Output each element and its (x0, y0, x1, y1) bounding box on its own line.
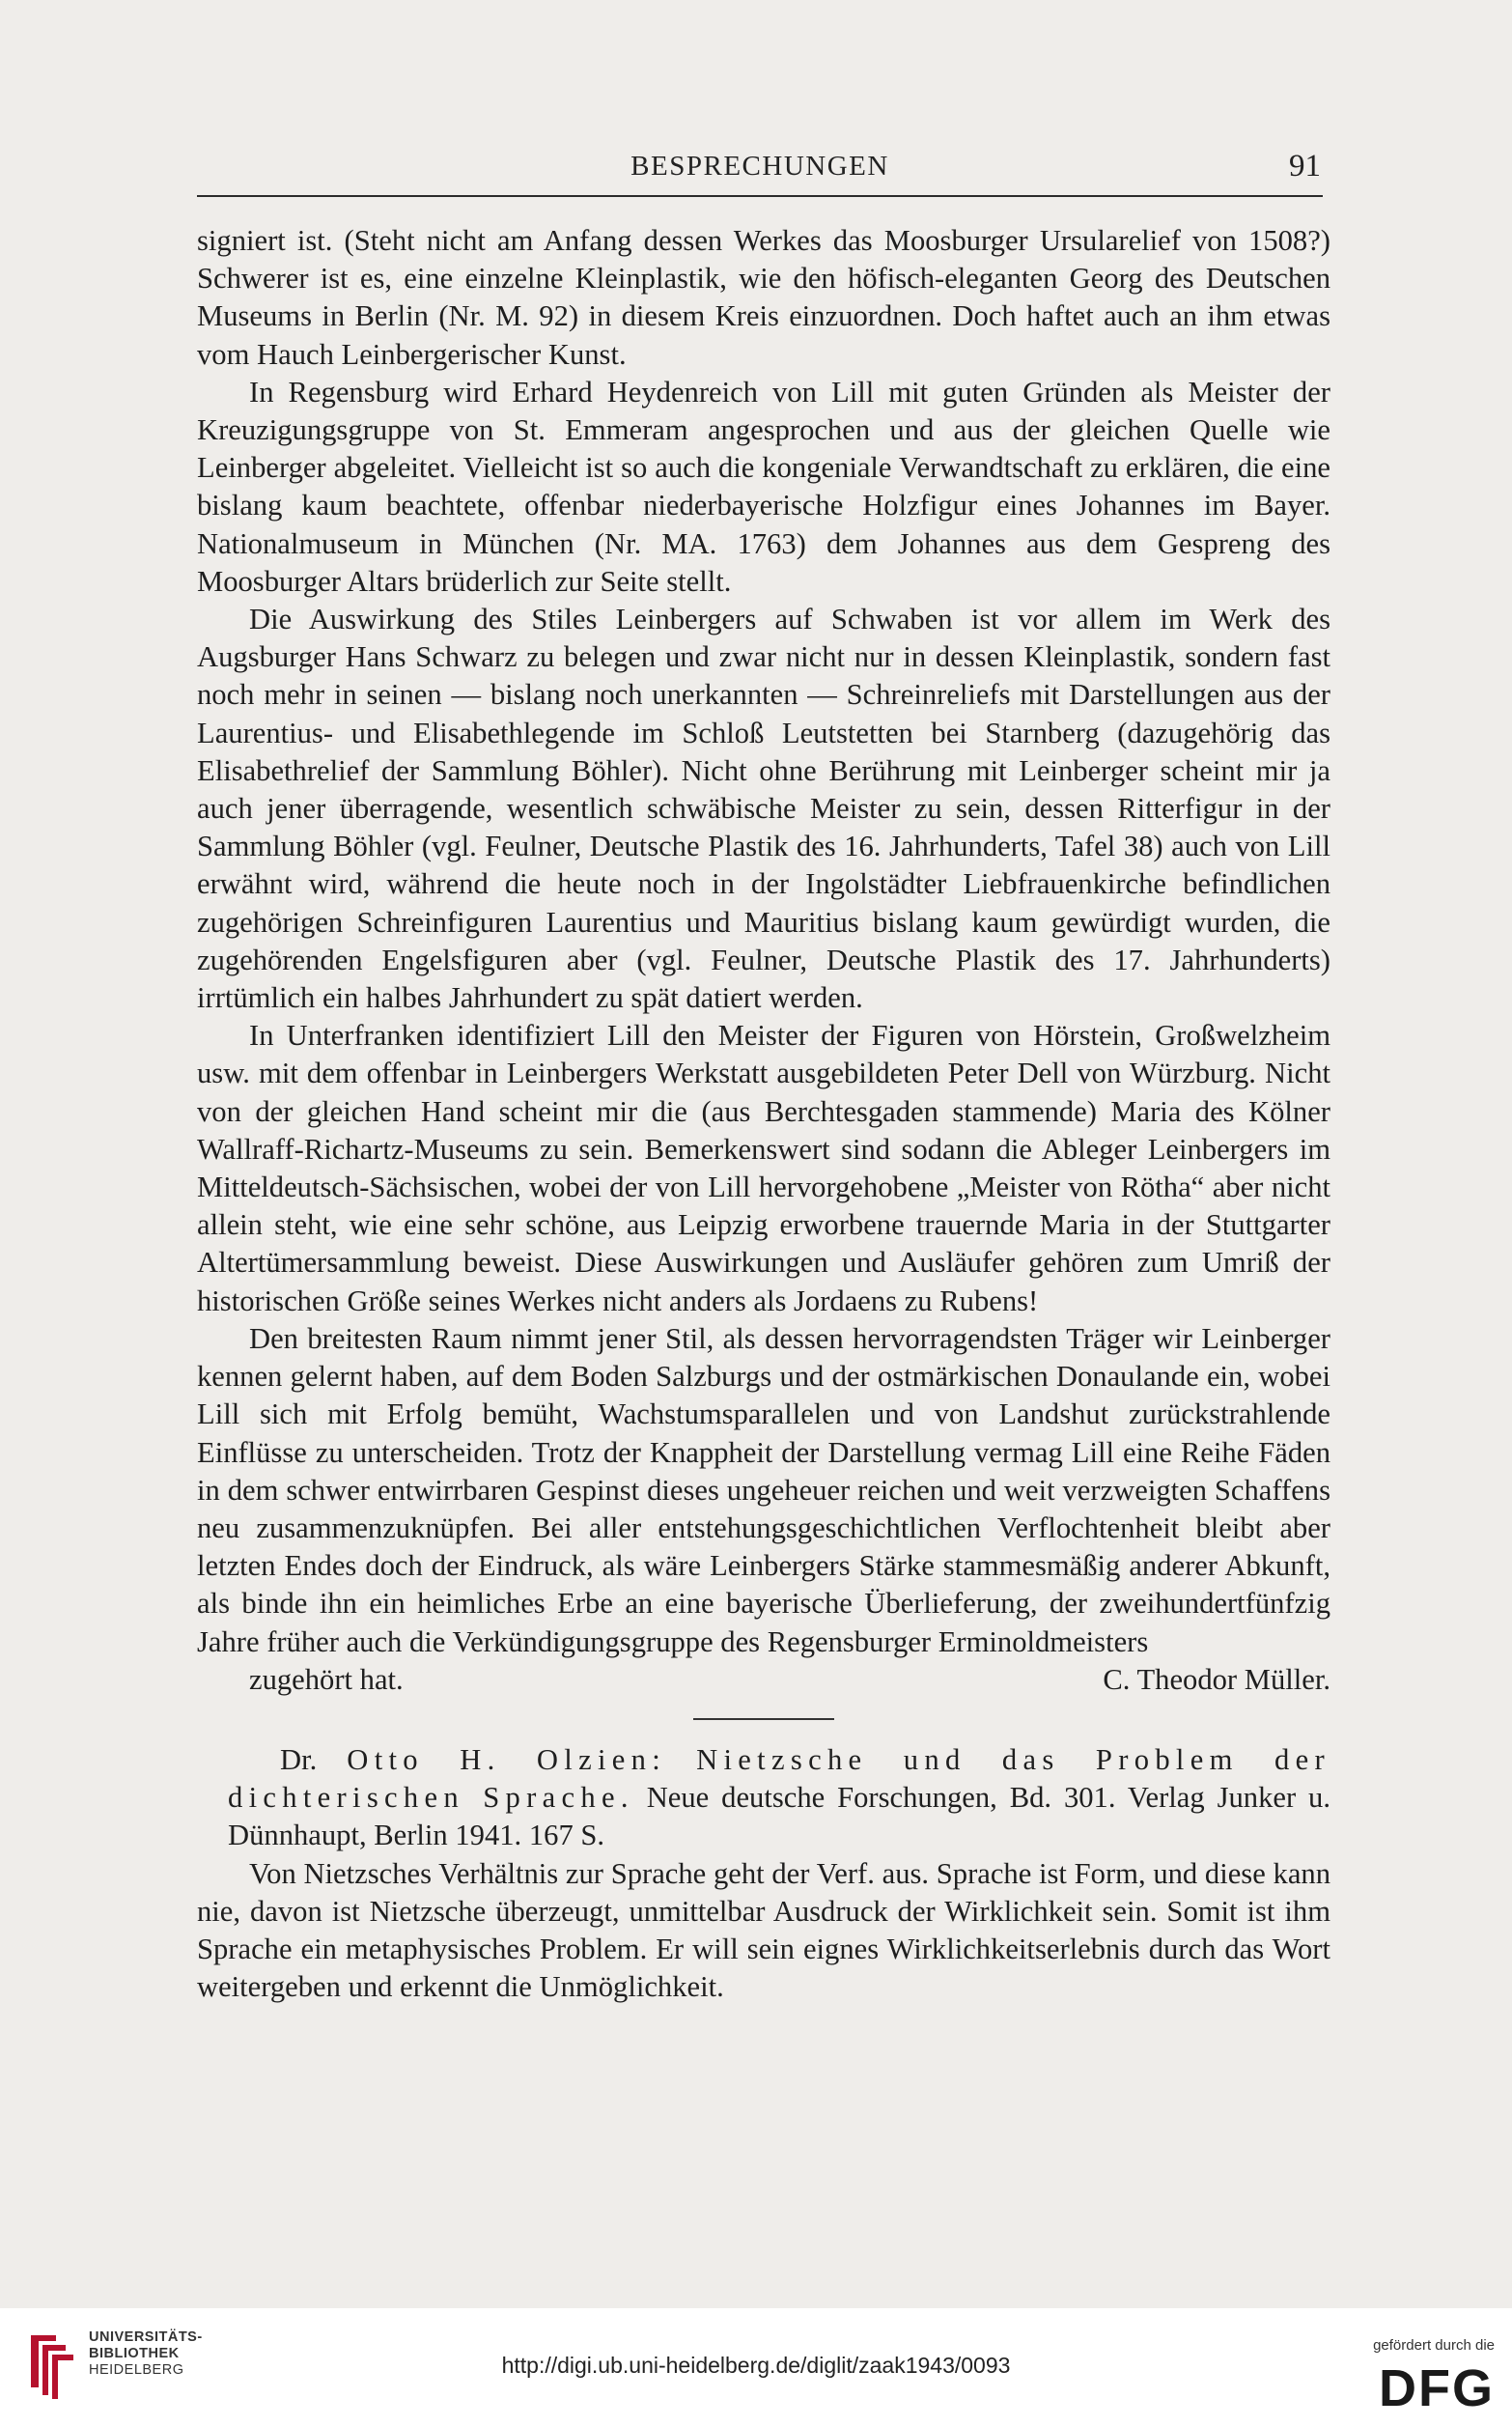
body-text (197, 222, 1330, 2006)
review-body (197, 1855, 1330, 2007)
citation-author: Otto H. Olzien: (347, 1742, 667, 1776)
paragraph: In Unterfranken identifiziert Lill den Meister der Figuren von Hörstein, Großwelzheim usw. mit dem offenbar in Leinbergers Werkstatt ausgebildeten Peter Dell von Würzburg. Nicht von der gleichen Hand scheint mir die (aus Berchtesgaden stammende) Maria des Kölner Wallraff-Richartz-Museums zu sein. Bemerkenswert sind sodann die Ableger Leinbergers im Mitteldeutsch-Sächsischen, wobei der von Lill hervorgehobene „Meister von Rötha“ aber nicht allein steht, wie eine sehr schöne, aus Leipzig erworbene trauernde Maria in der Stuttgarter Altertümersammlung beweist. Diese Auswirkungen und Ausläufer gehören zum Umriß der historischen Größe seines Werkes nicht anders als Jordaens zu Rubens! (197, 1019, 1330, 1317)
paragraph: Von Nietzsches Verhältnis zur Sprache geht der Verf. aus. Sprache ist Form, und diese kann nie, davon ist Nietzsche überzeugt, unmittelbar Ausdruck der Wirklichkeit sein. Somit ist ihm Sprache ein metaphysisches Problem. Er will sein eignes Wirklichkeitserlebnis durch das Wort weitergeben und erkennt die Unmöglichkeit. (197, 1856, 1330, 2004)
closing-line: zugehört hat. (249, 1662, 404, 1696)
funder-label: gefördert durch die (1373, 2337, 1495, 2354)
section-divider (693, 1718, 834, 1720)
signature-line (197, 1661, 1330, 1699)
running-head (197, 149, 1323, 197)
permalink-url[interactable]: http://digi.ub.uni-heidelberg.de/diglit/zaak1943/0093 (501, 2353, 1011, 2378)
citation-prefix: Dr. (280, 1742, 348, 1776)
review-author: C. Theodor Müller. (1103, 1662, 1330, 1696)
citation-details: Neue deutsche Forschungen, Bd. 301. Verlag Junker u. Dünnhaupt, Berlin 1941. 167 S. (228, 1781, 1330, 1852)
running-title: BESPRECHUNGEN (630, 151, 889, 182)
library-name: UNIVERSITÄTS- BIBLIOTHEK HEIDELBERG (89, 2329, 203, 2378)
paragraph: Den breitesten Raum nimmt jener Stil, als dessen hervorragendsten Träger wir Leinberger kennen gelernt haben, auf dem Boden Salzburgs und der ostmärkischen Donaulande ein, wobei Lill sich mit Erfolg bemüht, Wachstumsparallelen und von Landshut zurückstrahlende Einflüsse zu unterscheiden. Trotz der Knappheit der Darstellung vermag Lill eine Reihe Fäden in dem schwer entwirrbaren Gespinst dieses ungeheuer reichen und weit verzweigten Schaffens neu zusammenzuknüpfen. Bei aller entstehungsgeschichtlichen Verflochtenheit bleibt aber letzten Endes doch der Eindruck, als wäre Leinbergers Stärke stammesmäßig anderer Abkunft, als binde ihn ein heimliches Erbe an eine bayerische Überlieferung, der zweihundertfünfzig Jahre früher auch die Verkündigungsgruppe des Regensburger Erminoldmeisters (197, 1321, 1330, 1658)
digitization-footer (0, 2308, 1512, 2427)
book-citation (197, 1741, 1330, 1855)
page-number: 91 (1289, 149, 1321, 183)
paragraph: In Regensburg wird Erhard Heydenreich von Lill mit guten Gründen als Meister der Kreuzigungsgruppe von St. Emmeram angesprochen und aus der gleichen Quelle wie Leinberger abgeleitet. Vielleicht ist so auch die kongeniale Verwandtschaft zu erklären, die eine bislang kaum beachtete, offenbar niederbayerische Holzfigur eines Johannes im Bayer. Nationalmuseum in München (Nr. MA. 1763) dem Johannes aus dem Gespreng des Moosburger Altars brüderlich zur Seite stellt. (197, 375, 1330, 598)
dfg-logo: DFG (1379, 2359, 1495, 2417)
paragraph: signiert ist. (Steht nicht am Anfang dessen Werkes das Moosburger Ursularelief von 1508?) Schwerer ist es, eine einzelne Kleinplastik, wie den höfisch-eleganten Georg des Deutschen Museums in Berlin (Nr. M. 92) in diesem Kreis einzuordnen. Doch haftet auch an ihm etwas vom Hauch Leinbergerischer Kunst. (197, 224, 1330, 371)
paragraph: Die Auswirkung des Stiles Leinbergers auf Schwaben ist vor allem im Werk des Augsburger Hans Schwarz zu belegen und zwar nicht nur in dessen Kleinplastik, sondern fast noch mehr in seinen — bislang noch unerkannten — Schreinreliefs mit Darstellungen aus der Laurentius- und Elisabethlegende im Schloß Leutstetten bei Starnberg (dazugehörig das Elisabethrelief der Sammlung Böhler). Nicht ohne Berührung mit Leinberger scheint mir ja auch jener überragende, wesentlich schwäbische Meister zu sein, dessen Ritterfigur in der Sammlung Böhler (vgl. Feulner, Deutsche Plastik des 16. Jahrhunderts, Tafel 38) auch von Lill erwähnt wird, während die heute noch in der Ingolstädter Liebfrauenkirche befindlichen zugehörigen Schreinfiguren Laurentius und Mauritius bislang kaum gewürdigt wurden, die zugehörenden Engelsfiguren aber (vgl. Feulner, Deutsche Plastik des 17. Jahrhunderts) irrtümlich ein halbes Jahrhundert zu spät datiert werden. (197, 603, 1330, 1015)
citation-title: Nietzsche und das Problem der dichterischen Sprache. (228, 1742, 1330, 1815)
